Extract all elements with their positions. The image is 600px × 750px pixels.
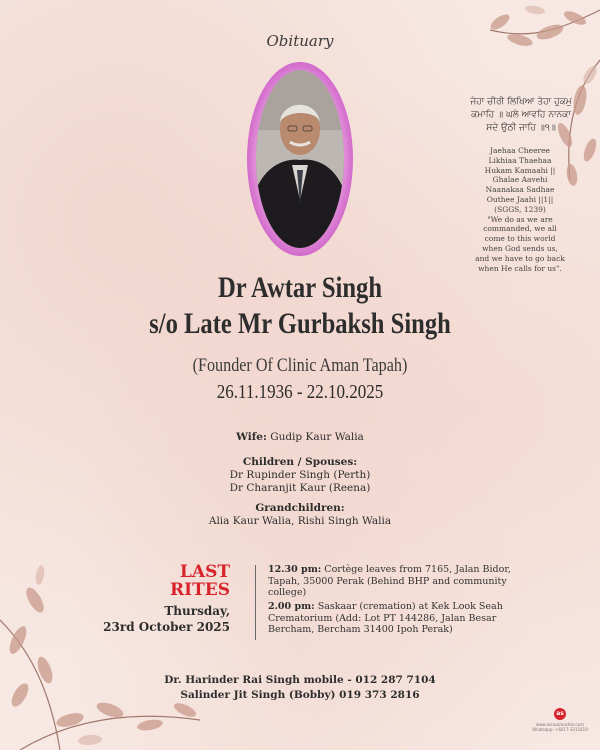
last-rites-day: Thursday, (164, 604, 230, 618)
last-rites-title-line: RITES (170, 580, 230, 600)
wife-name: Gudip Kaur Walia (270, 431, 364, 443)
scripture-line: commanded, we all (483, 224, 557, 234)
scripture-line: and we have to go back (475, 253, 565, 263)
grandchildren-block (0, 502, 600, 528)
last-rites-date (96, 603, 230, 635)
rite-item (268, 601, 530, 636)
last-rites-full-date: 23rd October 2025 (103, 620, 230, 634)
publisher-logo: as (554, 708, 566, 720)
rite-item (268, 564, 530, 599)
children-block (0, 456, 600, 495)
rite-description: Cortège leaves from 7165, Jalan Bidor, Tapah, 35000 Perak (Behind BHP and community college) (268, 564, 511, 598)
publisher-url: www.asiasamachar.com (536, 722, 584, 727)
rite-description: Saskaar (cremation) at Kek Look Seah Crematorium (Add: Lot PT 144286, Jalan Besar Bercham, Bercham 31400 Ipoh Perak) (268, 601, 503, 635)
contact-block (0, 673, 600, 703)
scripture-line: Hukam Kamaahi || (484, 165, 556, 175)
scripture-line: Jaehaa Cheeree (490, 146, 550, 155)
grandchildren-label: Grandchildren: (255, 502, 345, 514)
scripture-line: Likhiaa Thaehaa (488, 155, 552, 165)
last-rites-title (140, 563, 230, 599)
scripture-line: come to this world (484, 234, 556, 244)
wife-line (0, 431, 600, 444)
portrait-photo (256, 70, 344, 248)
scripture-line: when He calls for us". (478, 263, 562, 273)
child-entry: Dr Charanjit Kaur (Reena) (229, 482, 371, 494)
scripture-line: Outhee Jaahi ||1|| (486, 194, 554, 204)
child-entry: Dr Rupinder Singh (Perth) (229, 469, 371, 481)
contact-line: Salinder Jit Singh (Bobby) 019 373 2816 (180, 689, 420, 701)
scripture-line: Ghalae Aavehi (492, 175, 548, 185)
publisher-contact (520, 722, 600, 732)
rite-time: 12.30 pm: (268, 564, 322, 575)
obituary-heading: Obituary (266, 32, 334, 50)
scripture-translation (462, 146, 578, 273)
wife-label: Wife: (236, 431, 267, 443)
contact-line: Dr. Harinder Rai Singh mobile - 012 287 7104 (164, 674, 436, 686)
scripture-line: Naanakaa Sadhae (485, 185, 555, 195)
deceased-name: Dr Awtar Singh (217, 271, 383, 304)
grandchildren-names: Alia Kaur Walia, Rishi Singh Walia (208, 515, 392, 527)
scripture-gurmukhi: ਜੇਹਾ ਚੀਰੀ ਲਿਖਿਆ ਤੇਹਾ ਹੁਕਮੁ ਕਮਾਹਿ ॥ ਘਲੇ ਆਵਹਿ ਨਾਨਕਾ ਸਦੇ ਉਠੀ ਜਾਹਿ ॥੧॥ (470, 97, 572, 133)
deceased-name-block (54, 270, 546, 342)
publisher-whatsapp: Whatsapp: +6017-3211619 (532, 727, 588, 732)
scripture-line: (SGGS, 1239) (494, 204, 546, 214)
children-label: Children / Spouses: (242, 456, 358, 468)
founder-note: (Founder Of Clinic Aman Tapah) (192, 355, 408, 376)
deceased-parentage: s/o Late Mr Gurbaksh Singh (149, 307, 451, 340)
life-dates: 26.11.1936 - 22.10.2025 (216, 381, 384, 403)
rites-divider (255, 565, 256, 640)
scripture-line: "We do as we are (487, 214, 553, 224)
last-rites-title-line: LAST (179, 562, 230, 582)
scripture-line: when God sends us, (482, 243, 558, 253)
rite-time: 2.00 pm: (268, 601, 315, 612)
